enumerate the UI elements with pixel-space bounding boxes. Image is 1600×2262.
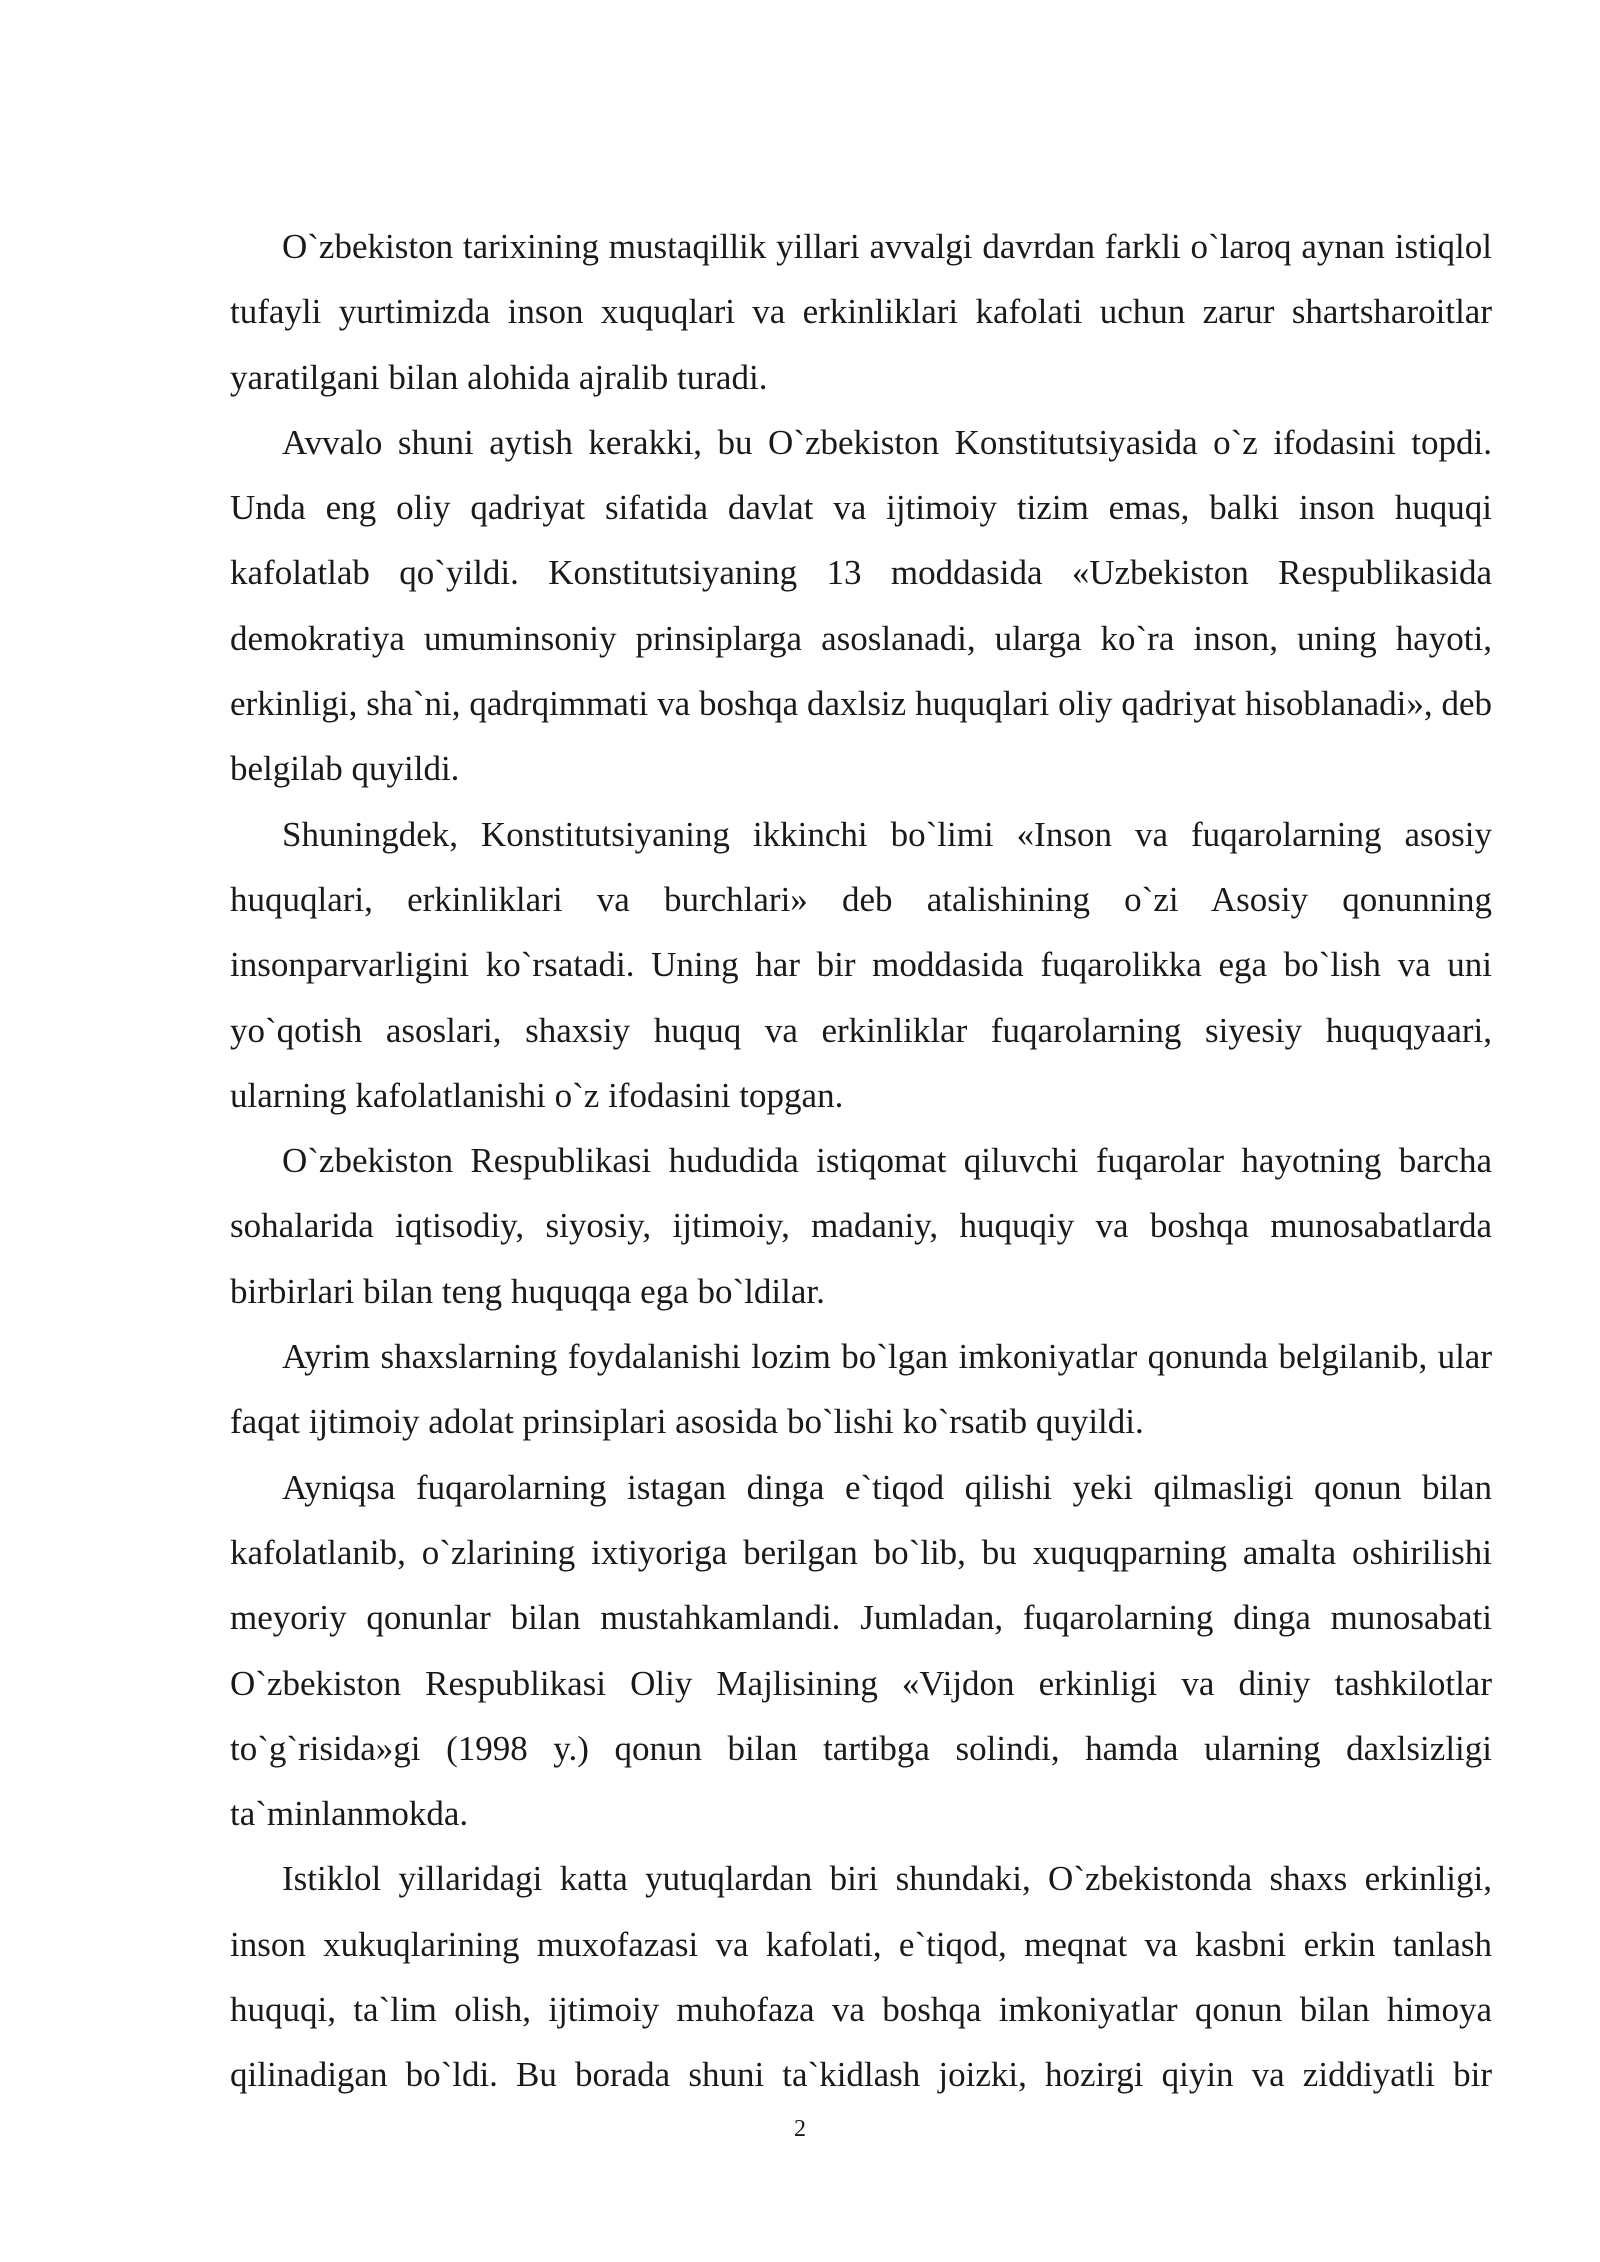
body-text [230, 214, 1492, 2108]
page-number: 2 [794, 2116, 806, 2142]
paragraph-7: Istiklol yillaridagi katta yutuqlardan biri shundaki, O`zbekistonda shaxs erkinligi, inson xukuqlarining muxofazasi va kafolati, e`tiqod, meqnat va kasbni erkin tanlash huquqi, ta`lim olish, ijtimoiy muhofaza va boshqa imkoniyatlar qonun bilan himoya qilinadigan bo`ldi. Bu borada shuni ta`kidlash joizki, hozirgi qiyin va ziddiyatli bir [230, 1859, 1492, 2095]
paragraph-5: Ayrim shaxslarning foydalanishi lozim bo`lgan imkoniyatlar qonunda belgilanib, ular faqat ijtimoiy adolat prinsiplari asosida bo`lishi ko`rsatib quyildi. [230, 1337, 1492, 1442]
paragraph-1: O`zbekiston tarixining mustaqillik yillari avvalgi davrdan farkli o`laroq aynan istiqlol tufayli yurtimizda inson xuquqlari va erkinliklari kafolati uchun zarur shartsharoitlar yaratilgani bilan alohida ajralib turadi. [230, 227, 1492, 397]
paragraph-4: O`zbekiston Respublikasi hududida istiqomat qiluvchi fuqarolar hayotning barcha sohalarida iqtisodiy, siyosiy, ijtimoiy, madaniy, huquqiy va boshqa munosabatlarda birbirlari bilan teng huquqqa ega bo`ldilar. [230, 1141, 1492, 1311]
paragraph-6: Ayniqsa fuqarolarning istagan dinga e`tiqod qilishi yeki qilmasligi qonun bilan kafolatlanib, o`zlarining ixtiyoriga berilgan bo`lib, bu xuquqparning amalta oshirilishi meyoriy qonunlar bilan mustahkamlandi. Jumladan, fuqarolarning dinga munosabati O`zbekiston Respublikasi Oliy Majlisining «Vijdon erkinligi va diniy tashkilotlar to`g`risida»gi (1998 y.) qonun bilan tartibga solindi, hamda ularning daxlsizligi ta`minlanmokda. [230, 1467, 1492, 1834]
paragraph-3: Shuningdek, Konstitutsiyaning ikkinchi bo`limi «Inson va fuqarolarning asosiy huquqlari, erkinliklari va burchlari» deb atalishining o`zi Asosiy qonunning insonparvarligini ko`rsatadi. Uning har bir moddasida fuqarolikka ega bo`lish va uni yo`qotish asoslari, shaxsiy huquq va erkinliklar fuqarolarning siyesiy huquqyaari, ularning kafolatlanishi o`z ifodasini topgan. [230, 814, 1492, 1115]
paragraph-2: Avvalo shuni aytish kerakki, bu O`zbekiston Konstitutsiyasida o`z ifodasini topdi. Unda eng oliy qadriyat sifatida davlat va ijtimoiy tizim emas, balki inson huquqi kafolatlab qo`yildi. Konstitutsiyaning 13 moddasida «Uzbekiston Respublikasida demokratiya umuminsoniy prinsiplarga asoslanadi, ularga ko`ra inson, uning hayoti, erkinligi, sha`ni, qadrqimmati va boshqa daxlsiz huquqlari oliy qadriyat hisoblanadi», deb belgilab quyildi. [230, 422, 1492, 789]
